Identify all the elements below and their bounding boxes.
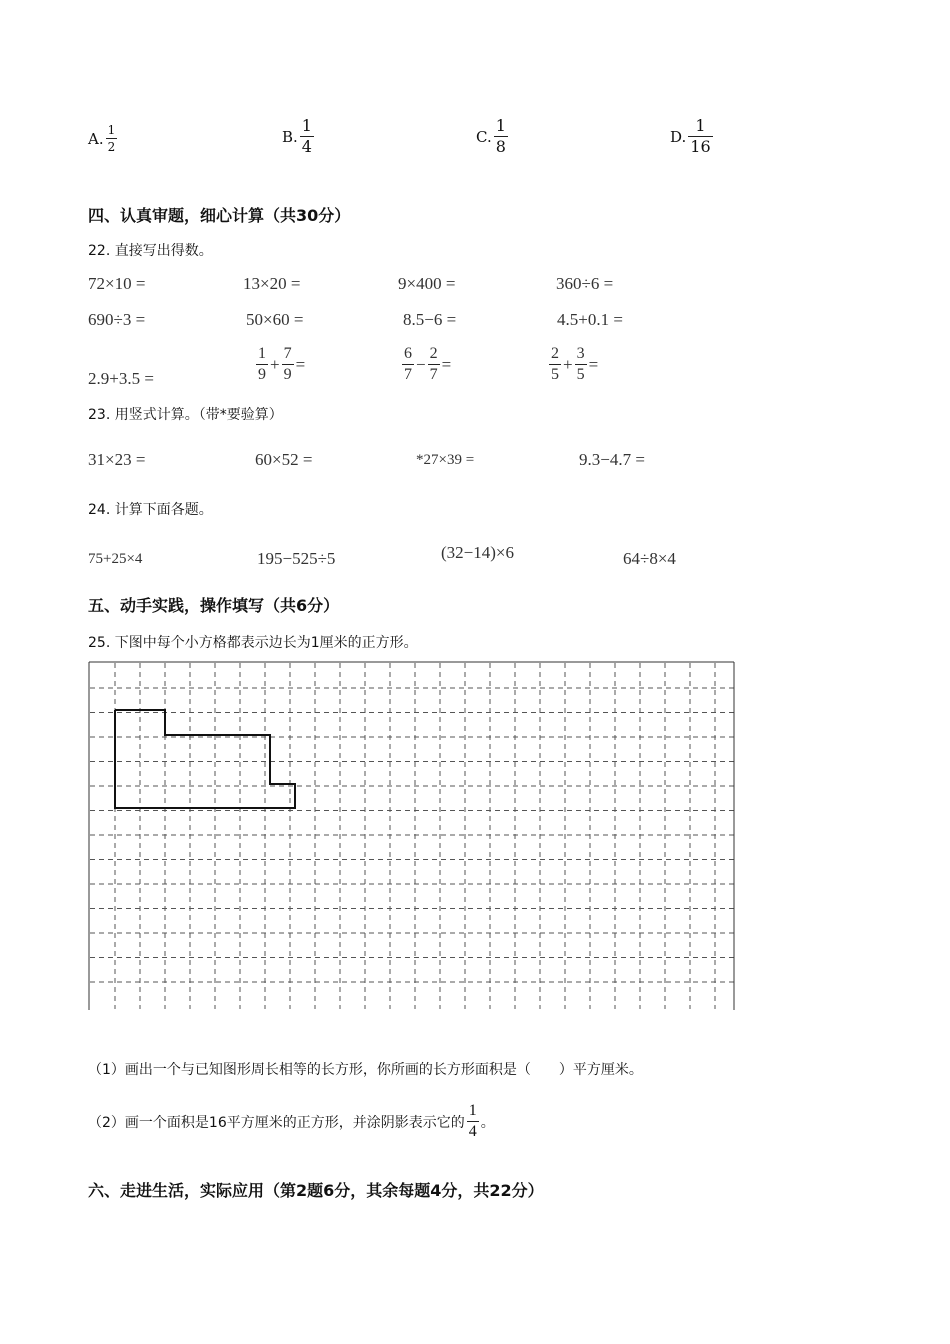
calc-23-1: 31×23 =: [88, 450, 146, 469]
sub-question-2: （2）画一个面积是16平方厘米的正方形，并涂阴影表示它的 $\frac{1}{4}$ 。: [88, 1102, 495, 1140]
given-shape: [115, 710, 295, 808]
option-a-fraction: $\frac{1}{2}$: [107, 123, 116, 154]
grid-figure: [88, 661, 738, 1011]
question-24: 24. 计算下面各题。: [88, 502, 213, 518]
section6-title: 六、走进生活，实际应用（第2题6分，其余每题4分，共22分）: [88, 1181, 544, 1200]
calc-22-3: 9×400 =: [398, 274, 456, 293]
calc-24-3: (32−14)×6: [441, 543, 514, 562]
section4-title: 四、认真审题，细心计算（共30分）: [88, 206, 351, 225]
calc-23-4: 9.3−4.7 =: [579, 450, 645, 469]
calc-22-7: 8.5−6 =: [403, 310, 457, 329]
calc-22-10: $\frac{1}{9}$ + $\frac{7}{9}$ =: [258, 345, 306, 383]
calc-22-8: 4.5+0.1 =: [557, 310, 623, 329]
option-d[interactable]: D. $\frac{1}{16}$: [670, 116, 711, 156]
calc-22-2: 13×20 =: [243, 274, 301, 293]
option-b-fraction: $\frac{1}{4}$: [301, 116, 312, 156]
calc-24-1: 75+25×4: [88, 551, 143, 567]
grid-dashed-lines: [90, 663, 734, 1009]
calc-22-9: 2.9+3.5 =: [88, 369, 154, 388]
question-25: 25. 下图中每个小方格都表示边长为1厘米的正方形。: [88, 635, 418, 651]
option-c[interactable]: C. $\frac{1}{8}$: [476, 116, 506, 156]
question-23: 23. 用竖式计算。（带*要验算）: [88, 407, 283, 423]
calc-22-1: 72×10 =: [88, 274, 146, 293]
calc-22-11: $\frac{6}{7}$ − $\frac{2}{7}$ =: [404, 345, 452, 383]
sub2-fraction: $\frac{1}{4}$: [468, 1102, 477, 1140]
calc-23-3: *27×39 =: [416, 452, 475, 468]
calc-24-4: 64÷8×4: [623, 549, 676, 568]
calc-22-4: 360÷6 =: [556, 274, 614, 293]
option-a[interactable]: A. $\frac{1}{2}$: [88, 123, 116, 154]
calc-23-2: 60×52 =: [255, 450, 313, 469]
option-b[interactable]: B. $\frac{1}{4}$: [282, 116, 312, 156]
option-c-fraction: $\frac{1}{8}$: [495, 116, 506, 156]
question-22: 22. 直接写出得数。: [88, 243, 213, 259]
grid-border: [89, 662, 734, 1010]
section5-title: 五、动手实践，操作填写（共6分）: [88, 596, 340, 615]
calc-22-12: $\frac{2}{5}$ + $\frac{3}{5}$ =: [551, 345, 599, 383]
sub-question-1: （1）画出一个与已知图形周长相等的长方形，你所画的长方形面积是（ ）平方厘米。: [88, 1062, 643, 1078]
calc-22-6: 50×60 =: [246, 310, 304, 329]
calc-22-5: 690÷3 =: [88, 310, 146, 329]
option-d-fraction: $\frac{1}{16}$: [690, 116, 711, 156]
calc-24-2: 195−525÷5: [257, 549, 336, 568]
